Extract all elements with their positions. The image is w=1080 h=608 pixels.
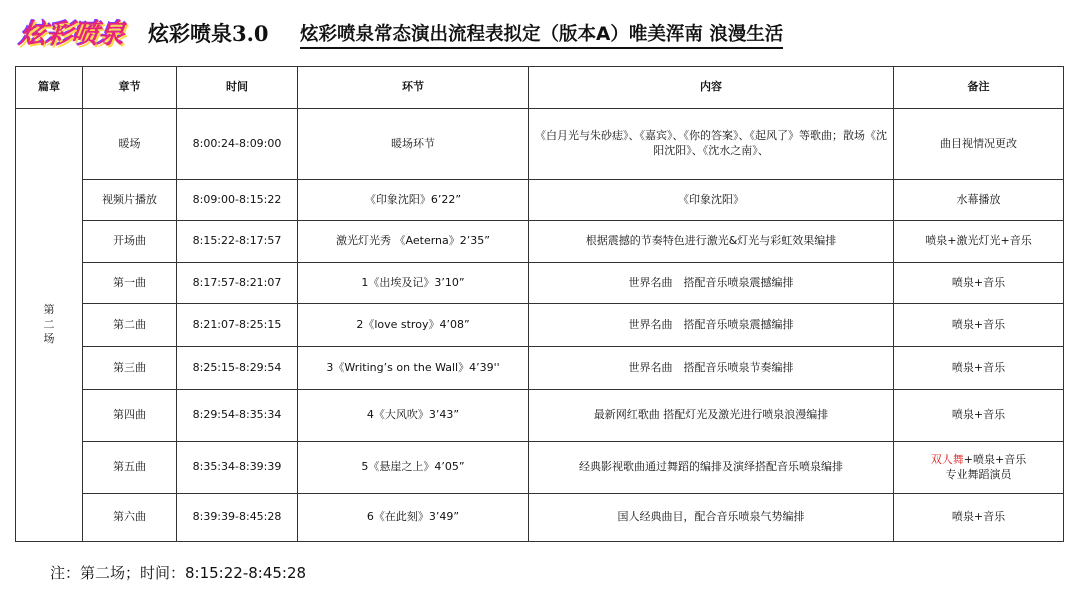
note-extra: 专业舞蹈演员 xyxy=(945,467,1012,481)
table-row xyxy=(16,221,1064,263)
segment-cell: 激光灯光秀 《Aeterna》2’35” xyxy=(298,221,529,263)
table-row xyxy=(16,347,1064,390)
page-subtitle: 炫彩喷泉常态演出流程表拟定（版本A）唯美浑南 浪漫生活 xyxy=(300,20,783,49)
column-header: 篇章 xyxy=(16,67,83,109)
chapter-cell: 第二曲 xyxy=(83,304,177,347)
content-cell: 经典影视歌曲通过舞蹈的编排及演绎搭配音乐喷泉编排 xyxy=(529,442,894,494)
segment-cell: 4《大风吹》3’43” xyxy=(298,390,529,442)
part-char: 二 xyxy=(43,317,55,331)
segment-cell: 6《在此刻》3’49” xyxy=(298,494,529,542)
content-cell: 世界名曲 搭配音乐喷泉震撼编排 xyxy=(529,304,894,347)
chapter-cell: 第三曲 xyxy=(83,347,177,390)
time-cell: 8:17:57-8:21:07 xyxy=(177,263,298,304)
page-title: 炫彩喷泉3.0 xyxy=(148,21,269,46)
segment-cell: 1《出埃及记》3’10” xyxy=(298,263,529,304)
part-char: 第 xyxy=(43,302,55,316)
column-header: 章节 xyxy=(83,67,177,109)
column-header: 内容 xyxy=(529,67,894,109)
table-row xyxy=(16,109,1064,180)
schedule-table xyxy=(15,66,1064,542)
note-cell xyxy=(894,442,1064,494)
note-cell: 喷泉+音乐 xyxy=(894,304,1064,347)
chapter-cell: 开场曲 xyxy=(83,221,177,263)
note-cell: 曲目视情况更改 xyxy=(894,109,1064,180)
table-row xyxy=(16,263,1064,304)
chapter-cell: 第六曲 xyxy=(83,494,177,542)
note-text: +喷泉+音乐 xyxy=(963,452,1027,466)
time-cell: 8:35:34-8:39:39 xyxy=(177,442,298,494)
note-cell: 喷泉+音乐 xyxy=(894,347,1064,390)
content-cell: 国人经典曲目，配合音乐喷泉气势编排 xyxy=(529,494,894,542)
table-row xyxy=(16,390,1064,442)
table-row xyxy=(16,304,1064,347)
table-header-row xyxy=(16,67,1064,109)
note-cell: 喷泉+音乐 xyxy=(894,390,1064,442)
time-cell: 8:29:54-8:35:34 xyxy=(177,390,298,442)
segment-cell: 3《Writing’s on the Wall》4’39'' xyxy=(298,347,529,390)
chapter-cell: 暖场 xyxy=(83,109,177,180)
content-cell: 根据震撼的节奏特色进行激光&灯光与彩虹效果编排 xyxy=(529,221,894,263)
table-row xyxy=(16,180,1064,221)
logo: 炫彩喷泉 xyxy=(17,19,126,50)
time-cell: 8:09:00-8:15:22 xyxy=(177,180,298,221)
part-label xyxy=(16,109,83,542)
note-cell: 水幕播放 xyxy=(894,180,1064,221)
time-cell: 8:25:15-8:29:54 xyxy=(177,347,298,390)
chapter-cell: 视频片播放 xyxy=(83,180,177,221)
chapter-cell: 第四曲 xyxy=(83,390,177,442)
segment-cell: 5《悬崖之上》4’05” xyxy=(298,442,529,494)
time-cell: 8:21:07-8:25:15 xyxy=(177,304,298,347)
content-cell: 最新网红歌曲 搭配灯光及激光进行喷泉浪漫编排 xyxy=(529,390,894,442)
note-highlight: 双人舞 xyxy=(930,452,964,466)
column-header: 环节 xyxy=(298,67,529,109)
chapter-cell: 第一曲 xyxy=(83,263,177,304)
content-cell: 《印象沈阳》 xyxy=(529,180,894,221)
segment-cell: 2《love stroy》4’08” xyxy=(298,304,529,347)
chapter-cell: 第五曲 xyxy=(83,442,177,494)
note-cell: 喷泉+激光灯光+音乐 xyxy=(894,221,1064,263)
segment-cell: 《印象沈阳》6’22” xyxy=(298,180,529,221)
footer-note: 注：第二场；时间：8:15:22-8:45:28 xyxy=(50,564,307,582)
note-cell: 喷泉+音乐 xyxy=(894,494,1064,542)
part-char: 场 xyxy=(43,332,55,346)
table-row xyxy=(16,442,1064,494)
column-header: 时间 xyxy=(177,67,298,109)
table-row xyxy=(16,494,1064,542)
content-cell: 世界名曲 搭配音乐喷泉震撼编排 xyxy=(529,263,894,304)
segment-cell: 暖场环节 xyxy=(298,109,529,180)
time-cell: 8:00:24-8:09:00 xyxy=(177,109,298,180)
note-cell: 喷泉+音乐 xyxy=(894,263,1064,304)
time-cell: 8:39:39-8:45:28 xyxy=(177,494,298,542)
content-cell: 世界名曲 搭配音乐喷泉节奏编排 xyxy=(529,347,894,390)
header xyxy=(0,0,1080,56)
time-cell: 8:15:22-8:17:57 xyxy=(177,221,298,263)
column-header: 备注 xyxy=(894,67,1064,109)
content-cell: 《白月光与朱砂痣》、《嘉宾》、《你的答案》、《起风了》等歌曲；散场《沈阳沈阳》、《沈水之南》、 xyxy=(529,109,894,180)
